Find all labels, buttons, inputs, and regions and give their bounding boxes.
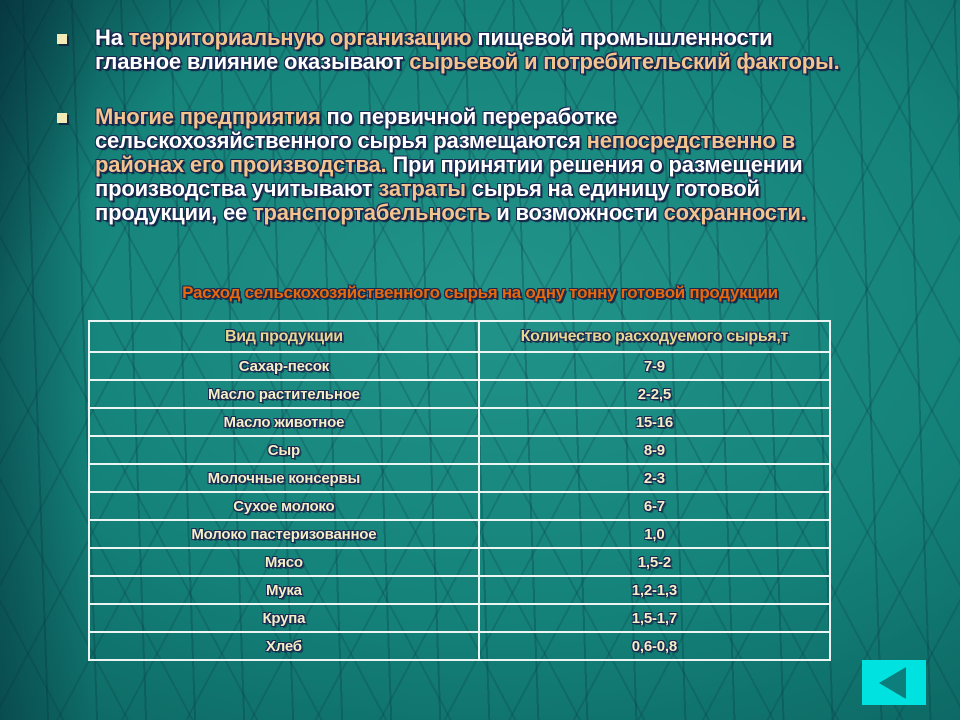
product-cell: Сахар-песок bbox=[89, 352, 479, 380]
value-cell: 0,6-0,8 bbox=[479, 632, 830, 660]
product-cell: Хлеб bbox=[89, 632, 479, 660]
body-text: На bbox=[95, 25, 129, 50]
bullet-text bbox=[95, 26, 857, 74]
table-header-row bbox=[89, 321, 830, 352]
table-row bbox=[89, 408, 830, 436]
value-cell: 7-9 bbox=[479, 352, 830, 380]
product-cell: Сыр bbox=[89, 436, 479, 464]
value-cell: 1,0 bbox=[479, 520, 830, 548]
table-row bbox=[89, 380, 830, 408]
value-cell: 1,2-1,3 bbox=[479, 576, 830, 604]
highlight-text: сохранности. bbox=[663, 200, 807, 225]
bullet-square-icon bbox=[57, 113, 67, 123]
body-text: и возможности bbox=[490, 200, 664, 225]
table-row bbox=[89, 464, 830, 492]
back-button[interactable] bbox=[862, 660, 926, 705]
value-cell: 6-7 bbox=[479, 492, 830, 520]
value-cell: 15-16 bbox=[479, 408, 830, 436]
product-cell: Сухое молоко bbox=[89, 492, 479, 520]
table-row bbox=[89, 632, 830, 660]
column-header-product: Вид продукции bbox=[89, 321, 479, 352]
bullet-list bbox=[57, 26, 867, 256]
bullet-item bbox=[57, 105, 867, 225]
bullet-text bbox=[95, 105, 857, 225]
back-triangle-icon bbox=[879, 667, 906, 699]
column-header-quantity: Количество расходуемого сырья,т bbox=[479, 321, 830, 352]
product-cell: Молоко пастеризованное bbox=[89, 520, 479, 548]
table-row bbox=[89, 520, 830, 548]
table-body bbox=[89, 352, 830, 660]
table-row bbox=[89, 548, 830, 576]
body-text: по первичной переработке сельскохозяйственного сырья размещаются bbox=[95, 104, 618, 153]
product-cell: Мука bbox=[89, 576, 479, 604]
body-text: пищевой промышленности главное влияние оказывают bbox=[95, 25, 773, 74]
product-cell: Мясо bbox=[89, 548, 479, 576]
product-cell: Крупа bbox=[89, 604, 479, 632]
table-row bbox=[89, 604, 830, 632]
body-text: сырья на единицу готовой продукции, ее bbox=[95, 176, 760, 225]
highlight-text: транспортабельность bbox=[252, 200, 491, 225]
data-table bbox=[88, 320, 831, 661]
product-cell: Масло растительное bbox=[89, 380, 479, 408]
table-title: Расход сельскохозяйственного сырья на одну тонну готовой продукции bbox=[182, 283, 778, 302]
table-row bbox=[89, 436, 830, 464]
bullet-square-icon bbox=[57, 34, 67, 44]
value-cell: 1,5-2 bbox=[479, 548, 830, 576]
value-cell: 1,5-1,7 bbox=[479, 604, 830, 632]
highlight-text: территориальную организацию bbox=[128, 25, 472, 50]
highlight-text: непосредственно в районах его производства. bbox=[95, 128, 795, 177]
bullet-item bbox=[57, 26, 867, 74]
value-cell: 2-2,5 bbox=[479, 380, 830, 408]
product-cell: Молочные консервы bbox=[89, 464, 479, 492]
table-row bbox=[89, 576, 830, 604]
product-cell: Масло животное bbox=[89, 408, 479, 436]
value-cell: 2-3 bbox=[479, 464, 830, 492]
body-text: При принятии решения о размещении производства учитывают bbox=[95, 152, 803, 201]
table-row bbox=[89, 492, 830, 520]
highlight-text: затраты bbox=[378, 176, 466, 201]
highlight-text: Многие предприятия bbox=[95, 104, 321, 129]
highlight-text: сырьевой и потребительский факторы. bbox=[409, 49, 840, 74]
table-row bbox=[89, 352, 830, 380]
value-cell: 8-9 bbox=[479, 436, 830, 464]
